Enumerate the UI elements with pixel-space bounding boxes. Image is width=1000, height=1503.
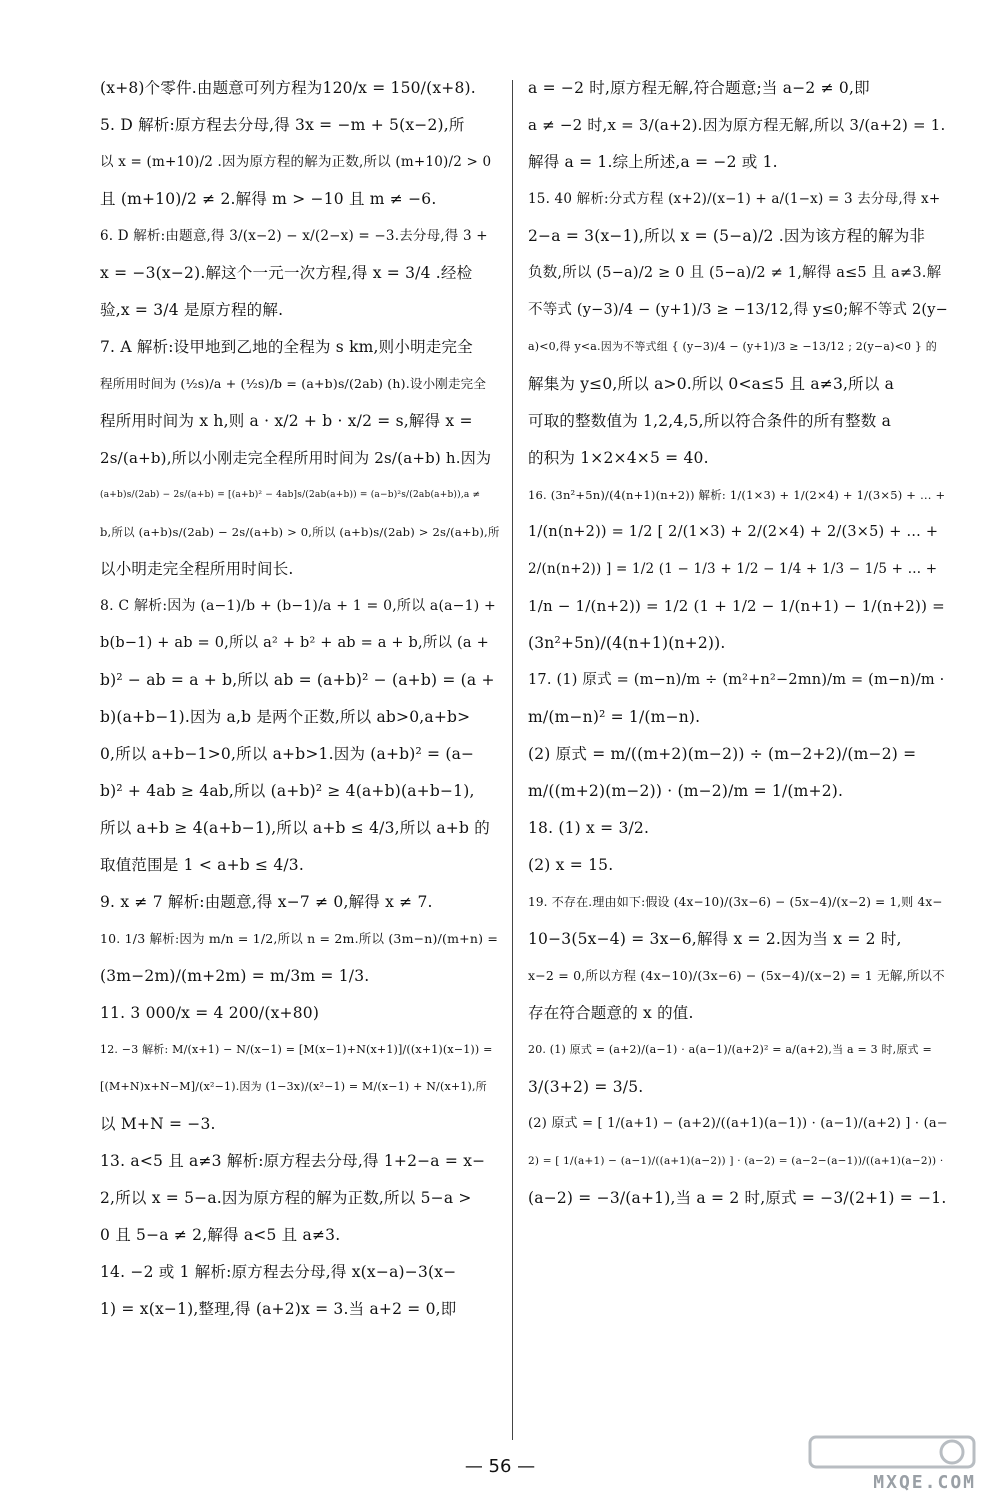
right-column-line: a)<0,得 y<a.因为不等式组 { (y−3)/4 − (y+1)/3 ≥ −13/12 ; 2(y−a)<0 } 的 (528, 340, 937, 353)
left-column-line: 以 M+N = −3. (100, 1115, 216, 1133)
right-column-line: 存在符合题意的 x 的值. (528, 1004, 694, 1022)
right-column-line: x−2 = 0,所以方程 (4x−10)/(3x−6) − (5x−4)/(x−2) = 1 无解,所以不 (528, 968, 945, 983)
left-column-line: 9. x ≠ 7 解析:由题意,得 x−7 ≠ 0,解得 x ≠ 7. (100, 893, 433, 911)
left-column-line: 验,x = 3/4 是原方程的解. (100, 301, 284, 319)
left-column-line: (3m−2m)/(m+2m) = m/3m = 1/3. (100, 967, 370, 985)
left-column-line: (a+b)s/(2ab) − 2s/(a+b) = [(a+b)² − 4ab]s/(2ab(a+b)) = (a−b)²s/(2ab(a+b)),a ≠ (100, 490, 481, 500)
left-column-line: 0 且 5−a ≠ 2,解得 a<5 且 a≠3. (100, 1226, 341, 1244)
right-column (528, 78, 948, 1225)
right-column-line: a ≠ −2 时,x = 3/(a+2).因为原方程无解,所以 3/(a+2) = 1. (528, 116, 946, 134)
right-column-line: (a−2) = −3/(a+1),当 a = 2 时,原式 = −3/(2+1) = −1. (528, 1189, 947, 1207)
left-column-line: 6. D 解析:由题意,得 3/(x−2) − x/(2−x) = −3.去分母,得 3 + (100, 228, 488, 244)
right-column-line: 16. (3n²+5n)/(4(n+1)(n+2)) 解析: 1/(1×3) + 1/(2×4) + 1/(3×5) + … + (528, 488, 946, 502)
left-column-line: 2,所以 x = 5−a.因为原方程的解为正数,所以 5−a > (100, 1189, 472, 1207)
left-column-line: [(M+N)x+N−M]/(x²−1).因为 (1−3x)/(x²−1) = M/(x−1) + N/(x+1),所 (100, 1080, 487, 1093)
left-column-line: 1) = x(x−1),整理,得 (a+2)x = 3.当 a+2 = 0,即 (100, 1300, 457, 1318)
right-column-line: (3n²+5n)/(4(n+1)(n+2)). (528, 634, 726, 652)
left-column-line: 10. 1/3 解析:因为 m/n = 1/2,所以 n = 2m.所以 (3m−n)/(m+n) = (100, 931, 499, 946)
left-column-line: 7. A 解析:设甲地到乙地的全程为 s km,则小明走完全 (100, 338, 473, 356)
left-column-line: 14. −2 或 1 解析:原方程去分母,得 x(x−a)−3(x− (100, 1263, 457, 1281)
right-column-line: 2/(n(n+2)) ] = 1/2 (1 − 1/3 + 1/2 − 1/4 + 1/3 − 1/5 + … + (528, 561, 938, 577)
column-divider (512, 80, 513, 1440)
page-number: — 56 — (464, 1456, 536, 1477)
left-column-line: 所以 a+b ≥ 4(a+b−1),所以 a+b ≤ 4/3,所以 a+b 的 (100, 819, 490, 837)
right-column-line: 17. (1) 原式 = (m−n)/m ÷ (m²+n²−2mn)/m = (m−n)/m · (528, 672, 945, 688)
left-column-line: x = −3(x−2).解这个一元一次方程,得 x = 3/4 .经检 (100, 264, 473, 282)
left-column-line: 0,所以 a+b−1>0,所以 a+b>1.因为 (a+b)² = (a− (100, 745, 475, 763)
left-column-line: b)² − ab = a + b,所以 ab = (a+b)² − (a+b) = (a + (100, 671, 495, 689)
right-column-line: 不等式 (y−3)/4 − (y+1)/3 ≥ −13/12,得 y≤0;解不等式 2(y− (528, 302, 948, 318)
left-column-line: (x+8)个零件.由题意可列方程为120/x = 150/(x+8). (100, 79, 476, 97)
right-column-line: 负数,所以 (5−a)/2 ≥ 0 且 (5−a)/2 ≠ 1,解得 a≤5 且 a≠3.解 (528, 265, 942, 281)
left-column-line: 取值范围是 1 < a+b ≤ 4/3. (100, 856, 304, 874)
right-column-line: 18. (1) x = 3/2. (528, 819, 650, 837)
right-column-line: 可取的整数值为 1,2,4,5,所以符合条件的所有整数 a (528, 412, 892, 430)
right-column-line: 19. 不存在.理由如下:假设 (4x−10)/(3x−6) − (5x−4)/(x−2) = 1,则 4x− (528, 895, 943, 909)
right-column-line: (2) 原式 = m/((m+2)(m−2)) ÷ (m−2+2)/(m−2) = (528, 745, 917, 763)
left-column-line: 以 x = (m+10)/2 .因为原方程的解为正数,所以 (m+10)/2 > 0 (100, 154, 492, 170)
right-column-line: 1/(n(n+2)) = 1/2 [ 2/(1×3) + 2/(2×4) + 2/(3×5) + … + (528, 524, 939, 540)
right-column-line: a = −2 时,原方程无解,符合题意;当 a−2 ≠ 0,即 (528, 79, 870, 97)
right-column-line: 解集为 y≤0,所以 a>0.所以 0<a≤5 且 a≠3,所以 a (528, 375, 895, 393)
right-column-line: 1/n − 1/(n+2)) = 1/2 (1 + 1/2 − 1/(n+1) − 1/(n+2)) = (528, 597, 945, 615)
right-column-line: 20. (1) 原式 = (a+2)/(a−1) · a(a−1)/(a+2)² = a/(a+2),当 a = 3 时,原式 = (528, 1043, 932, 1056)
left-column-line: b(b−1) + ab = 0,所以 a² + b² + ab = a + b,所以 (a + (100, 635, 489, 651)
right-column-line: m/(m−n)² = 1/(m−n). (528, 708, 701, 726)
left-column-line: 且 (m+10)/2 ≠ 2.解得 m > −10 且 m ≠ −6. (100, 190, 437, 208)
left-column-line: 程所用时间为 x h,则 a · x/2 + b · x/2 = s,解得 x = (100, 412, 473, 430)
right-column-line: m/((m+2)(m−2)) · (m−2)/m = 1/(m+2). (528, 782, 844, 800)
left-column-line: 2s/(a+b),所以小刚走完全程所用时间为 2s/(a+b) h.因为 (100, 449, 492, 467)
left-column-line: b)² + 4ab ≥ 4ab,所以 (a+b)² ≥ 4(a+b)(a+b−1), (100, 782, 475, 800)
right-column-line: 的积为 1×2×4×5 = 40. (528, 449, 709, 467)
left-column-line: 13. a<5 且 a≠3 解析:原方程去分母,得 1+2−a = x− (100, 1152, 486, 1170)
left-column-line: 12. −3 解析: M/(x+1) − N/(x−1) = [M(x−1)+N(x+1)]/((x+1)(x−1)) = (100, 1043, 493, 1056)
left-column-line: 11. 3 000/x = 4 200/(x+80) (100, 1004, 320, 1022)
left-column (100, 78, 500, 1336)
right-column-line: (2) x = 15. (528, 856, 614, 874)
right-column-line: 解得 a = 1.综上所述,a = −2 或 1. (528, 153, 778, 171)
right-column-line: 10−3(5x−4) = 3x−6,解得 x = 2.因为当 x = 2 时, (528, 930, 902, 948)
left-column-line: b)(a+b−1).因为 a,b 是两个正数,所以 ab>0,a+b> (100, 708, 471, 726)
watermark-text: MXQE.COM (873, 1472, 976, 1493)
right-column-line: 2) = [ 1/(a+1) − (a−1)/((a+1)(a−2)) ] · (a−2) = (a−2−(a−1))/((a+1)(a−2)) · (528, 1155, 944, 1167)
left-column-line: 5. D 解析:原方程去分母,得 3x = −m + 5(x−2),所 (100, 116, 465, 134)
right-column-line: 15. 40 解析:分式方程 (x+2)/(x−1) + a/(1−x) = 3 去分母,得 x+ (528, 191, 941, 207)
left-column-line: 程所用时间为 (½s)/a + (½s)/b = (a+b)s/(2ab) (h).设小刚走完全 (100, 376, 487, 391)
right-column-line: 3/(3+2) = 3/5. (528, 1078, 644, 1096)
right-column-line: 2−a = 3(x−1),所以 x = (5−a)/2 .因为该方程的解为非 (528, 227, 926, 245)
left-column-line: b,所以 (a+b)s/(2ab) − 2s/(a+b) > 0,所以 (a+b)s/(2ab) > 2s/(a+b),所 (100, 525, 500, 539)
right-column-line: (2) 原式 = [ 1/(a+1) − (a+2)/((a+1)(a−1)) · (a−1)/(a+2) ] · (a− (528, 1116, 948, 1131)
left-column-line: 8. C 解析:因为 (a−1)/b + (b−1)/a + 1 = 0,所以 a(a−1) + (100, 598, 496, 614)
left-column-line: 以小明走完全程所用时间长. (100, 560, 294, 578)
